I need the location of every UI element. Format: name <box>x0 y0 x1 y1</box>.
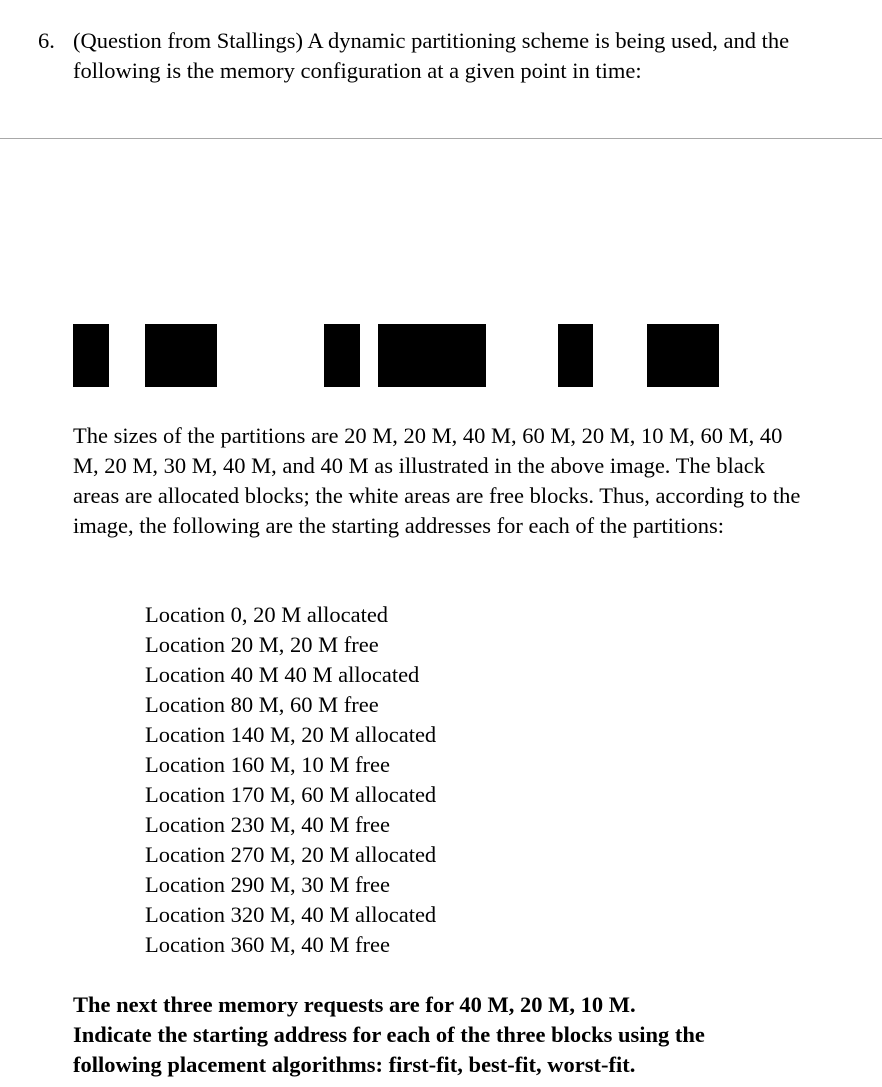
location-item: Location 270 M, 20 M allocated <box>145 842 437 867</box>
location-item: Location 170 M, 60 M allocated <box>145 782 437 807</box>
location-item: Location 20 M, 20 M free <box>145 632 379 657</box>
question-number: 6. <box>38 28 55 53</box>
divider-line <box>0 138 882 139</box>
partition-block-free <box>360 324 378 387</box>
partition-description: The sizes of the partitions are 20 M, 20 M, 40 M, 60 M, 20 M, 10 M, 60 M, 40 M, 20 M, 30 M, 40 M, and 40 M as illustrated in the above image. The black areas are allocated blocks; the white areas are free blocks. Thus, according to the image, the following are the starting addresses for each of the partitions: <box>73 423 801 538</box>
task-instructions <box>73 990 853 1080</box>
location-item: Location 230 M, 40 M free <box>145 812 390 837</box>
location-item: Location 360 M, 40 M free <box>145 932 390 957</box>
partition-block-allocated <box>647 324 719 387</box>
partition-block-free <box>109 324 145 387</box>
partition-block-allocated <box>73 324 109 387</box>
task-line-1: The next three memory requests are for 40 M, 20 M, 10 M. <box>73 992 636 1017</box>
partition-block-free <box>217 324 325 387</box>
partition-block-allocated <box>324 324 360 387</box>
partition-block-free <box>486 324 558 387</box>
location-item: Location 80 M, 60 M free <box>145 692 379 717</box>
location-item: Location 0, 20 M allocated <box>145 602 389 627</box>
partition-block-allocated <box>558 324 594 387</box>
location-item: Location 160 M, 10 M free <box>145 752 390 777</box>
location-item: Location 140 M, 20 M allocated <box>145 722 437 747</box>
partition-block-free <box>719 324 791 387</box>
location-list <box>145 600 436 960</box>
partition-block-free <box>594 324 648 387</box>
question-text: (Question from Stallings) A dynamic partitioning scheme is being used, and the following is the memory configuration at a given point in time: <box>73 28 790 83</box>
partition-block-allocated <box>145 324 217 387</box>
partition-block-allocated <box>378 324 486 387</box>
task-line-3: following placement algorithms: first-fit, best-fit, worst-fit. <box>73 1052 636 1077</box>
location-item: Location 320 M, 40 M allocated <box>145 902 437 927</box>
location-item: Location 40 M 40 M allocated <box>145 662 420 687</box>
location-item: Location 290 M, 30 M free <box>145 872 390 897</box>
task-line-2: Indicate the starting address for each of the three blocks using the <box>73 1022 705 1047</box>
